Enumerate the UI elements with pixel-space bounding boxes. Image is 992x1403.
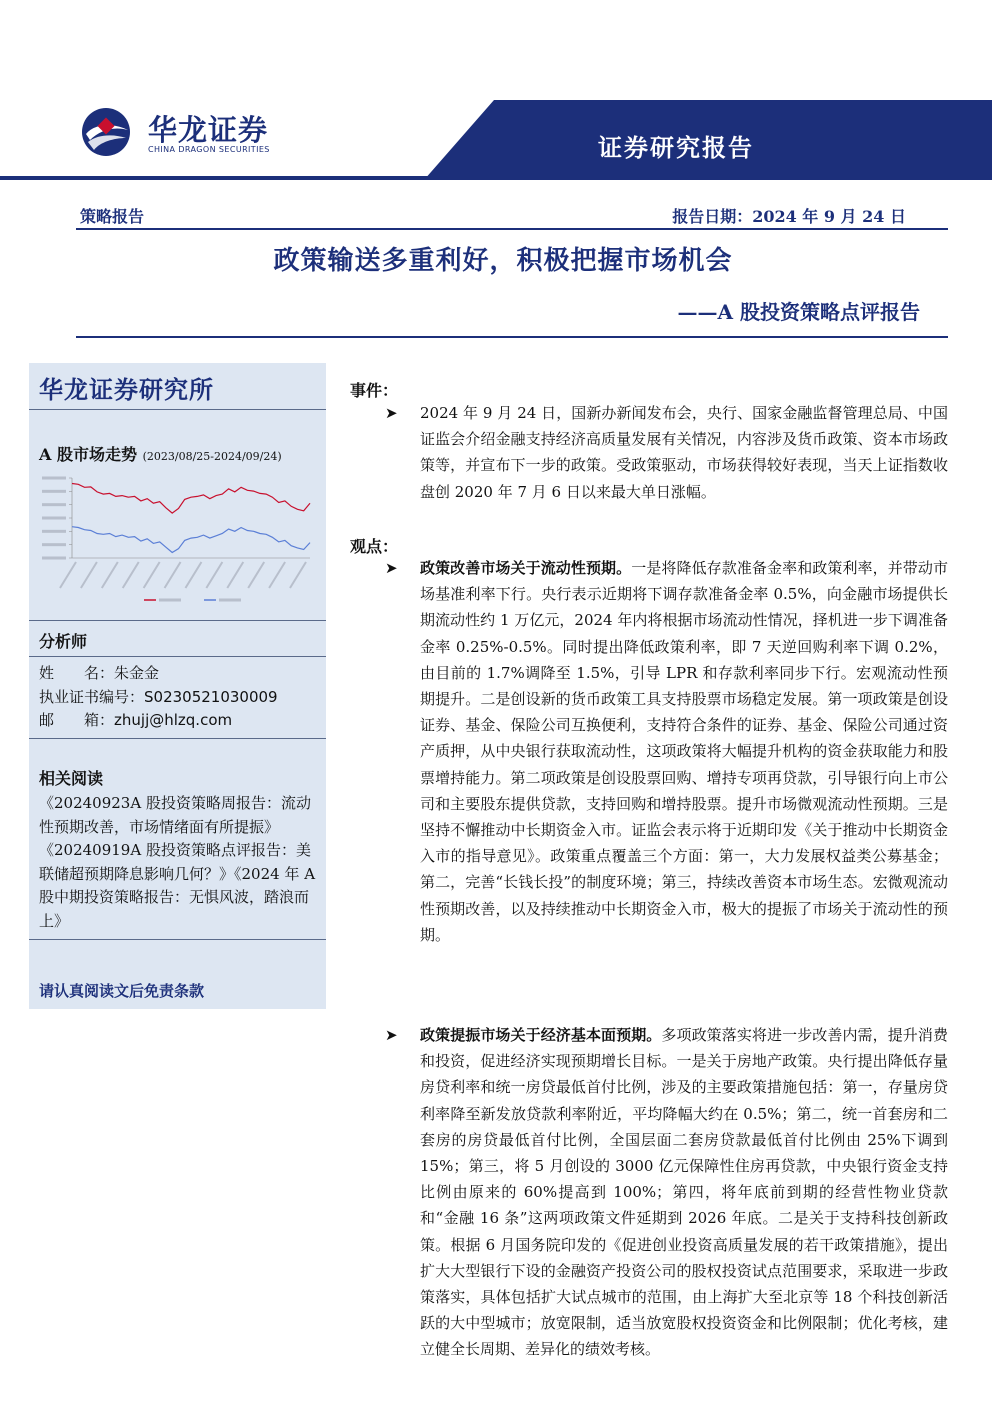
sidebar-divider <box>29 656 326 657</box>
analyst-name-label: 姓 名： <box>39 664 115 682</box>
view-paragraph-fundamentals <box>420 1022 948 1363</box>
chart-x-tick-label <box>290 562 306 588</box>
trend-heading <box>39 442 282 465</box>
view-lead-fundamentals: 政策提振市场关于经济基本面预期。 <box>420 1026 662 1044</box>
analyst-heading: 分析师 <box>39 632 88 651</box>
view-lead-liquidity: 政策改善市场关于流动性预期。 <box>420 559 632 577</box>
report-subtitle: ——A 股投资策略点评报告 <box>677 300 920 324</box>
chart-x-tick-label <box>81 562 97 588</box>
sidebar-divider <box>29 409 326 410</box>
related-reading-heading: 相关阅读 <box>39 769 104 788</box>
chart-x-tick-label <box>60 562 76 588</box>
trend-heading-label: A 股市场走势 <box>39 445 137 464</box>
chart-series-line <box>72 527 310 553</box>
chart-legend <box>144 599 241 602</box>
report-date: 报告日期：2024 年 9 月 24 日 <box>672 207 906 226</box>
chart-x-tick-label <box>185 562 201 588</box>
view-body-liquidity: 一是将降低存款准备金率和政策利率，并带动市场基准利率下行。央行表示近期将下调存款准备金率 0.5%，向金融市场提供长期流动性约 1 万亿元，2024 年内将根据市场流动性情况，择机进一步下调准备金率 0.25%-0.5%。同时提出降低政策利率，即 7 天逆回购利率下调 0.2%，由目前的 1.7%调降至 1.5%，引导 LPR 和存款利率同步下行。宏观流动性预期提升。二是创设新的货币政策工具支持股票市场稳定发展。第一项政策是创设证券、基金、保险公司互换便利，支持符合条件的证券、基金、保险公司通过资产质押，从中央银行获取流动性，这项政策将大幅提升机构的资金获取能力和股票增持能力。第二项政策是创设股票回购、增持专项再贷款，引导银行向上市公司和主要股东提供贷款，支持回购和增持股票。提升市场微观流动性预期。三是坚持不懈推动中长期资金入市。证监会表示将于近期印发《关于推动中长期资金入市的指导意见》。政策重点覆盖三个方面：第一，大力发展权益类公募基金；第二，完善“长钱长投”的制度环境；第三，持续改善资本市场生态。宏微观流动性预期改善，以及持续推动中长期资金入市，极大的提振了市场关于流动性的预期。 <box>420 559 948 944</box>
chart-y-tick-label <box>42 543 66 546</box>
disclaimer-notice: 请认真阅读文后免责条款 <box>39 982 205 1000</box>
chart-x-tick-label <box>206 562 222 588</box>
arrow-bullet-icon: ➤ <box>385 559 398 577</box>
views-heading: 观点： <box>350 537 399 556</box>
arrow-bullet-icon: ➤ <box>385 1026 398 1044</box>
arrow-bullet-icon: ➤ <box>385 404 398 422</box>
logo-chinese-name: 华龙证券 <box>148 113 269 147</box>
chart-x-tick-label <box>165 562 181 588</box>
license-row <box>39 686 278 707</box>
report-title: 政策输送多重利好，积极把握市场机会 <box>273 246 733 276</box>
sidebar-divider <box>29 939 326 940</box>
view-paragraph-liquidity <box>420 555 948 948</box>
related-reading-list: 《20240923A 股投资策略周报告：流动性预期改善，市场情绪面有所提振》《20240919A 股投资策略点评报告：美联储超预期降息影响几何？》《2024 年 A 股中期投资策略报告：无惧风波，踏浪而上》 <box>39 794 316 930</box>
sidebar-divider <box>29 620 326 621</box>
logo-english-name: CHINA DRAGON SECURITIES <box>148 145 270 154</box>
chart-y-tick-label <box>42 517 66 520</box>
chart-y-tick-label <box>42 490 66 493</box>
chart-series-line <box>72 484 310 514</box>
chart-x-tick-label <box>227 562 243 588</box>
sidebar-divider <box>29 738 326 739</box>
analyst-name-row <box>39 662 159 683</box>
chart-y-tick-label <box>42 530 66 533</box>
chart-x-tick-label <box>144 562 160 588</box>
chart-y-tick-label <box>42 477 66 480</box>
license-number: S0230521030009 <box>144 688 278 706</box>
email-row <box>39 709 232 730</box>
chart-y-tick-label <box>42 503 66 506</box>
chart-x-tick-label <box>248 562 264 588</box>
email-label: 邮 箱： <box>39 711 115 729</box>
analyst-email-link[interactable]: zhujj@hlzq.com <box>114 711 233 729</box>
header-banner <box>0 100 992 180</box>
chart-x-tick-label <box>269 562 285 588</box>
report-category: 策略报告 <box>80 207 145 226</box>
analyst-name: 朱金金 <box>114 664 160 682</box>
chart-axes <box>42 477 310 589</box>
license-label: 执业证书编号： <box>39 688 145 706</box>
event-heading: 事件： <box>350 381 399 400</box>
chart-lines <box>72 484 310 553</box>
chart-x-tick-label <box>123 562 139 588</box>
header-divider <box>76 228 948 230</box>
view-body-fundamentals: 多项政策落实将进一步改善内需，提升消费和投资，促进经济实现预期增长目标。一是关于房地产政策。央行提出降低存量房贷利率和统一房贷最低首付比例，涉及的主要政策措施包括：第一，存量房贷利率降至新发放贷款利率附近，平均降幅大约在 0.5%；第二，统一首套房和二套房的房贷最低首付比例，全国层面二套房贷款最低首付比例由 25%下调到 15%；第三，将 5 月创设的 3000 亿元保障性住房再贷款，中央银行资金支持比例由原来的 60%提高到 100%；第四，将年底前到期的经营性物业贷款和“金融 16 条”这两项政策文件延期到 2026 年底。二是关于支持科技创新政策。根据 6 月国务院印发的《促进创业投资高质量发展的若干政策措施》，提出扩大大型银行下设的金融资产投资公司的股权投资试点范围要求，采取进一步政策落实，具体包括扩大试点城市的范围，由上海扩大至北京等 18 个科技创新活跃的大中型城市；放宽限制，适当放宽股权投资资金和比例限制；优化考核，建立健全长周期、差异化的绩效考核。 <box>420 1026 948 1359</box>
title-divider <box>76 336 948 338</box>
event-paragraph: 2024 年 9 月 24 日，国新办新闻发布会，央行、国家金融监督管理总局、中国证监会介绍金融支持经济高质量发展有关情况，内容涉及货币政策、资本市场政策等，并宣布下一步的政策。受政策驱动，市场获得较好表现，当天上证指数收盘创 2020 年 7 月 6 日以来最大单日涨幅。 <box>420 404 948 501</box>
chart-y-tick-label <box>42 557 66 560</box>
market-trend-chart <box>36 472 316 612</box>
chart-x-tick-label <box>102 562 118 588</box>
institute-name: 华龙证券研究所 <box>39 375 214 404</box>
chart-legend-label <box>219 599 241 602</box>
chart-legend-label <box>159 599 181 602</box>
banner-title: 证券研究报告 <box>598 133 754 162</box>
trend-date-range: (2023/08/25-2024/09/24) <box>142 450 282 463</box>
